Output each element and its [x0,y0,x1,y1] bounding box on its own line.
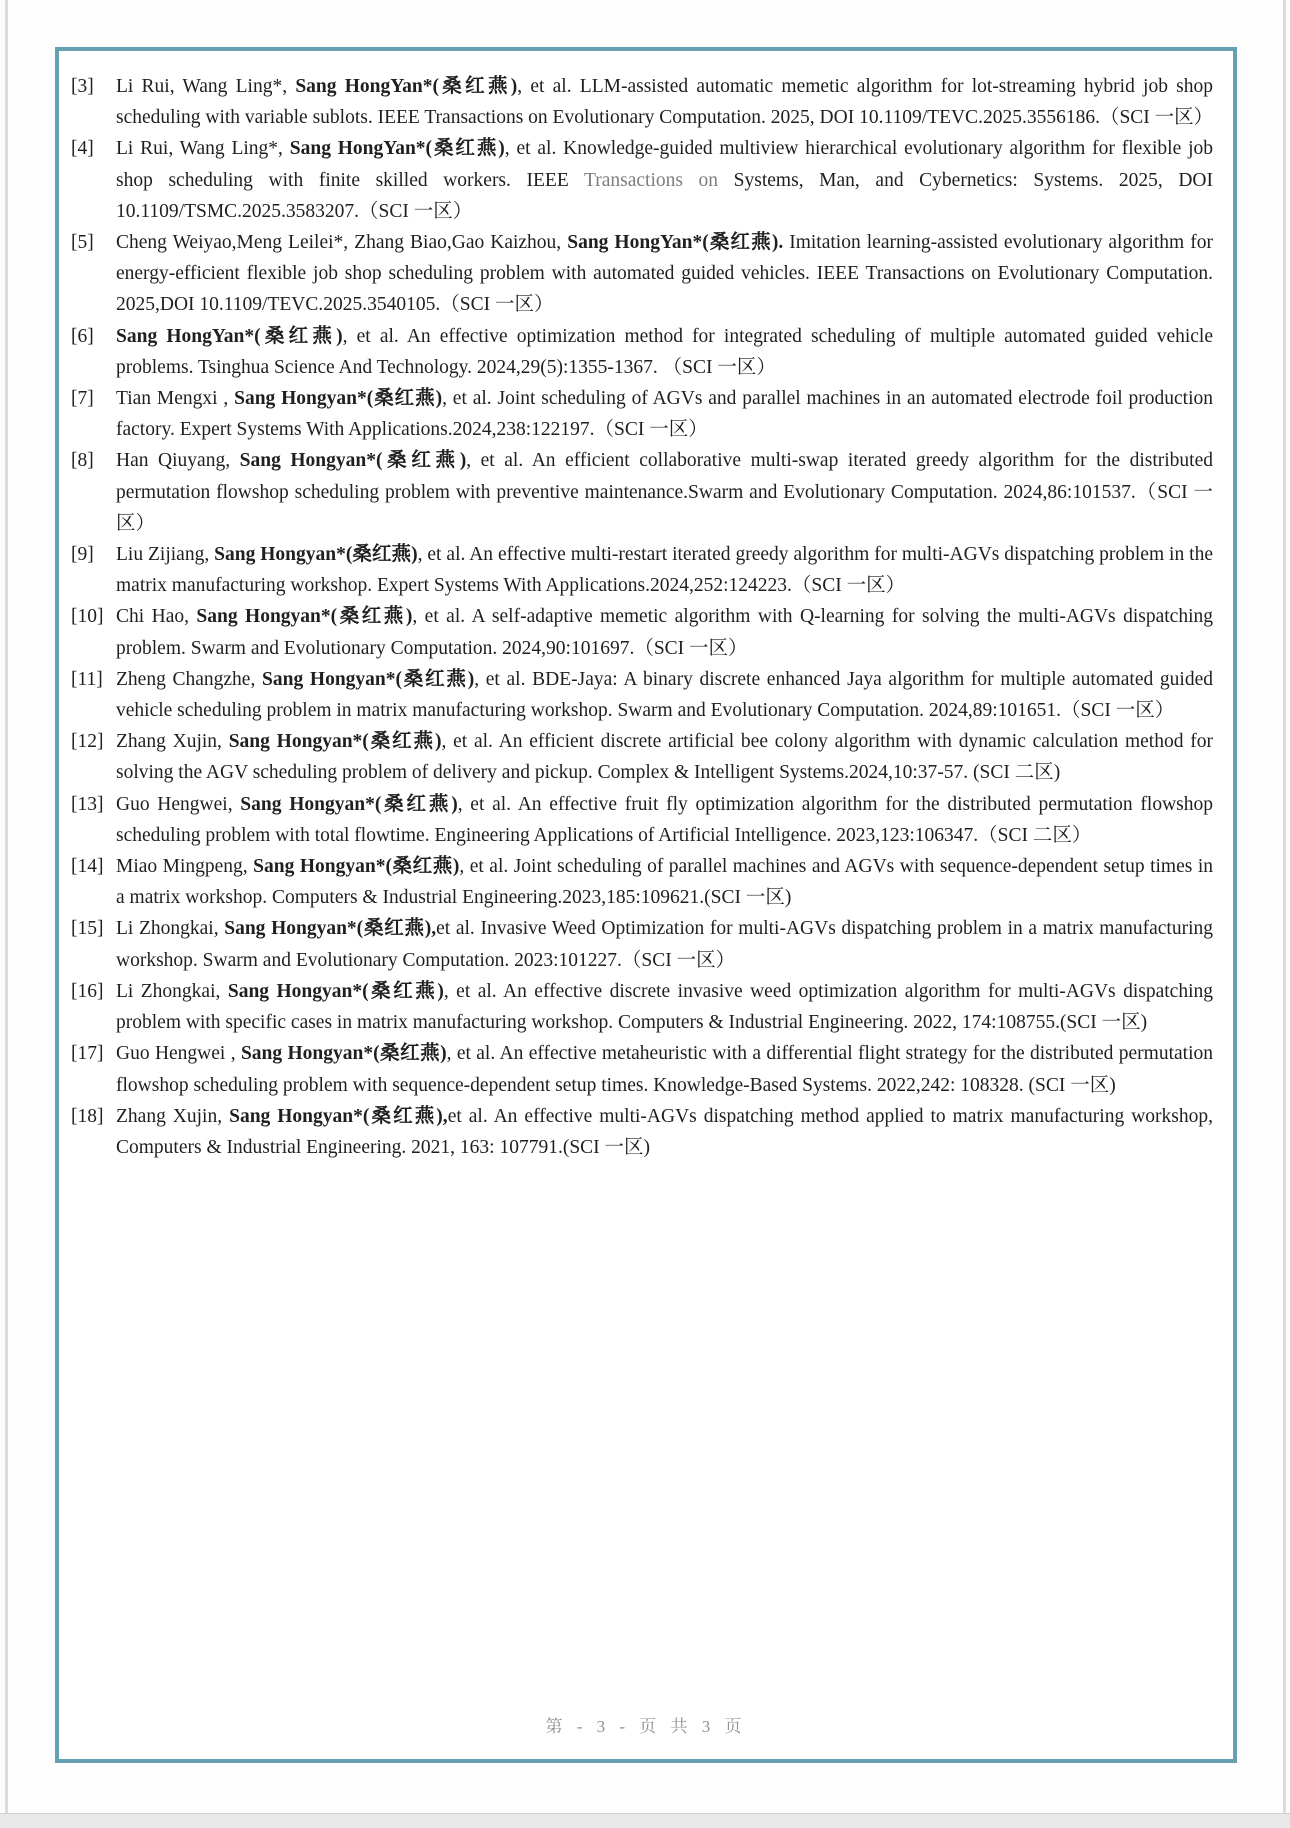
reference-text [116,1101,1213,1163]
page-left-edge [5,0,8,1813]
reference-item [69,664,1213,726]
reference-item [69,789,1213,851]
reference-number: [17] [71,1043,104,1065]
author-highlight: Sang HongYan*(桑红燕) [295,76,518,97]
reference-number: [5] [71,232,94,254]
reference-text [116,601,1213,663]
author-highlight: Sang HongYan*(桑红燕). [567,232,784,254]
reference-text [116,445,1213,539]
author-highlight: Sang Hongyan*(桑红燕) [196,606,413,628]
author-highlight: Sang Hongyan*(桑红燕), [224,918,437,940]
reference-number: [13] [71,793,104,815]
reference-item [69,913,1213,975]
reference-number: [8] [71,450,94,472]
reference-number: [12] [71,731,104,753]
reference-segment: , et al. Knowledge-guided multiview hierarchical evolutionary algorithm for flexible job shop scheduling with finite skilled workers. IEEE [116,138,1213,191]
reference-number: [4] [71,138,94,160]
reference-segment: Guo Hengwei, [116,793,241,815]
reference-text [116,321,1213,383]
reference-segment: Han Qiuyang, [116,450,240,472]
reference-segment: et al. An effective multi-AGVs dispatching method applied to matrix manufacturing workshop, Computers & Industrial Engineering. 2021, 163: 107791.(SCI 一区) [116,1105,1213,1158]
reference-segment: Li Rui, Wang Ling*, [116,76,296,97]
reference-segment: , et al. An effective optimization method for integrated scheduling of multiple automated guided vehicle problems. Tsinghua Science And Technology. 2024,29(5):1355-1367. （SCI 一区） [116,325,1213,378]
reference-segment: Cheng Weiyao,Meng Leilei*, Zhang Biao,Gao Kaizhou, [116,232,568,254]
reference-number: [16] [71,980,104,1002]
reference-segment: et al. Invasive Weed Optimization for multi-AGVs dispatching problem in a matrix manufacturing workshop. Swarm and Evolutionary Computation. 2023:101227.（SCI 一区） [116,918,1213,971]
reference-number: [10] [71,606,104,628]
reference-text [116,71,1213,133]
reference-item [69,851,1213,913]
reference-segment: Zhang Xujin, [116,1105,230,1127]
reference-segment: Transactions on [584,169,719,191]
page-bottom-strip [0,1813,1290,1828]
page-number-footer: 第 - 3 - 页 共 3 页 [545,1717,747,1736]
reference-item [69,1038,1213,1100]
reference-segment: Zheng Changzhe, [116,668,263,690]
reference-segment: , et al. A self-adaptive memetic algorithm with Q-learning for solving the multi-AGVs dispatching problem. Swarm and Evolutionary Computation. 2024,90:101697.（SCI 一区） [116,606,1213,659]
reference-text [116,726,1213,788]
reference-item [69,71,1213,133]
author-highlight: Sang HongYan*(桑红燕) [116,325,343,347]
reference-segment: , et al. BDE-Jaya: A binary discrete enhanced Jaya algorithm for multiple automated guided vehicle scheduling problem in matrix manufacturing workshop. Swarm and Evolutionary Computation. 2024,89:101651.（SCI 一区） [116,668,1213,722]
reference-text [116,664,1213,726]
reference-segment: Imitation learning-assisted evolutionary algorithm for energy-efficient flexible job shop scheduling problem with automated guided vehicles. IEEE Transactions on Evolutionary Computation. 2025,DOI 10.1109/TEVC.2025.3540105.（SCI 一区） [116,232,1213,316]
reference-segment: , et al. An efficient discrete artificial bee colony algorithm with dynamic calculation method for solving the AGV scheduling problem of delivery and pickup. Complex & Intelligent Systems.2024,10:37-57. (SCI 二区) [116,731,1213,784]
reference-number: [9] [71,544,94,566]
author-highlight: Sang Hongyan*(桑红燕) [253,856,460,878]
reference-item [69,133,1213,227]
reference-item [69,539,1213,601]
reference-segment: Chi Hao, [116,606,197,628]
reference-number: [11] [71,668,103,690]
reference-segment: , et al. An effective metaheuristic with a differential flight strategy for the distributed permutation flowshop scheduling problem with sequence-dependent setup times. Knowledge-Based Systems. 2022,242: 108328. (SCI 一区) [116,1043,1213,1096]
reference-number: [7] [71,388,94,410]
reference-list [69,71,1213,1163]
author-highlight: Sang Hongyan*(桑红燕), [229,1105,448,1127]
reference-text [116,133,1213,227]
author-highlight: Sang Hongyan*(桑红燕) [234,388,443,410]
reference-item [69,321,1213,383]
author-highlight: Sang Hongyan*(桑红燕) [214,544,418,566]
reference-text [116,227,1213,321]
author-highlight: Sang Hongyan*(桑红燕) [240,793,458,815]
reference-text [116,789,1213,851]
reference-text [116,851,1213,913]
reference-segment: , et al. An effective discrete invasive weed optimization algorithm for multi-AGVs dispatching problem with specific cases in matrix manufacturing workshop. Computers & Industrial Engineering. 2022, 174:108755.(SCI 一区) [116,980,1213,1034]
reference-segment: Li Zhongkai, [116,980,228,1002]
document-frame [55,47,1237,1763]
reference-segment: Zhang Xujin, [116,731,229,753]
reference-number: [14] [71,856,104,878]
reference-item [69,1101,1213,1163]
reference-item [69,726,1213,788]
reference-text [116,913,1213,975]
author-highlight: Sang Hongyan*(桑红燕) [227,980,444,1002]
reference-item [69,976,1213,1038]
reference-segment: Li Rui, Wang Ling*, [116,138,290,160]
reference-segment: , et al. Joint scheduling of parallel machines and AGVs with sequence-dependent setup times in a matrix workshop. Computers & Industrial Engineering.2023,185:109621.(SCI 一区) [116,856,1213,909]
author-highlight: Sang Hongyan*(桑红燕) [239,450,467,472]
reference-item [69,383,1213,445]
author-highlight: Sang Hongyan*(桑红燕) [228,731,442,753]
reference-text [116,1038,1213,1100]
reference-segment: , et al. LLM-assisted automatic memetic algorithm for lot-streaming hybrid job shop scheduling with variable sublots. IEEE Transactions on Evolutionary Computation. 2025, DOI 10.1109/TEVC.2025.3556186.（SCI 一区） [116,76,1214,129]
reference-item [69,445,1213,539]
reference-number: [18] [71,1105,104,1127]
page-right-edge [1283,0,1286,1813]
reference-item [69,601,1213,663]
author-highlight: Sang Hongyan*(桑红燕) [240,1043,447,1065]
reference-text [116,539,1213,601]
reference-segment: , et al. An effective fruit fly optimization algorithm for the distributed permutation flowshop scheduling problem with total flowtime. Engineering Applications of Artificial Intelligence. 2023,123:106347.（SCI 二区） [116,793,1213,846]
reference-segment: , et al. An efficient collaborative multi-swap iterated greedy algorithm for the distributed permutation flowshop scheduling problem with preventive maintenance.Swarm and Evolutionary Computation. 2024,86:101537.（SCI 一区） [116,450,1213,534]
reference-segment: Tian Mengxi , [116,388,235,410]
reference-segment: Systems, Man, and Cybernetics: Systems. 2025, DOI 10.1109/TSMC.2025.3583207.（SCI 一区） [116,169,1213,222]
reference-segment: Miao Mingpeng, [116,856,254,878]
reference-segment: , et al. Joint scheduling of AGVs and parallel machines in an automated electrode foil production factory. Expert Systems With Applications.2024,238:122197.（SCI 一区） [116,388,1213,441]
reference-text [116,976,1213,1038]
author-highlight: Sang HongYan*(桑红燕) [289,138,505,160]
reference-number: [6] [71,325,94,347]
author-highlight: Sang Hongyan*(桑红燕) [262,668,475,690]
reference-number: [3] [71,76,94,97]
reference-segment: Liu Zijiang, [116,544,215,566]
reference-segment: Guo Hengwei , [116,1043,241,1065]
reference-number: [15] [71,918,104,940]
reference-segment: , et al. An effective multi-restart iterated greedy algorithm for multi-AGVs dispatching problem in the matrix manufacturing workshop. Expert Systems With Applications.2024,252:124223.（SCI 一区） [116,544,1213,597]
reference-item [69,227,1213,321]
reference-segment: Li Zhongkai, [116,918,225,940]
reference-text [116,383,1213,445]
